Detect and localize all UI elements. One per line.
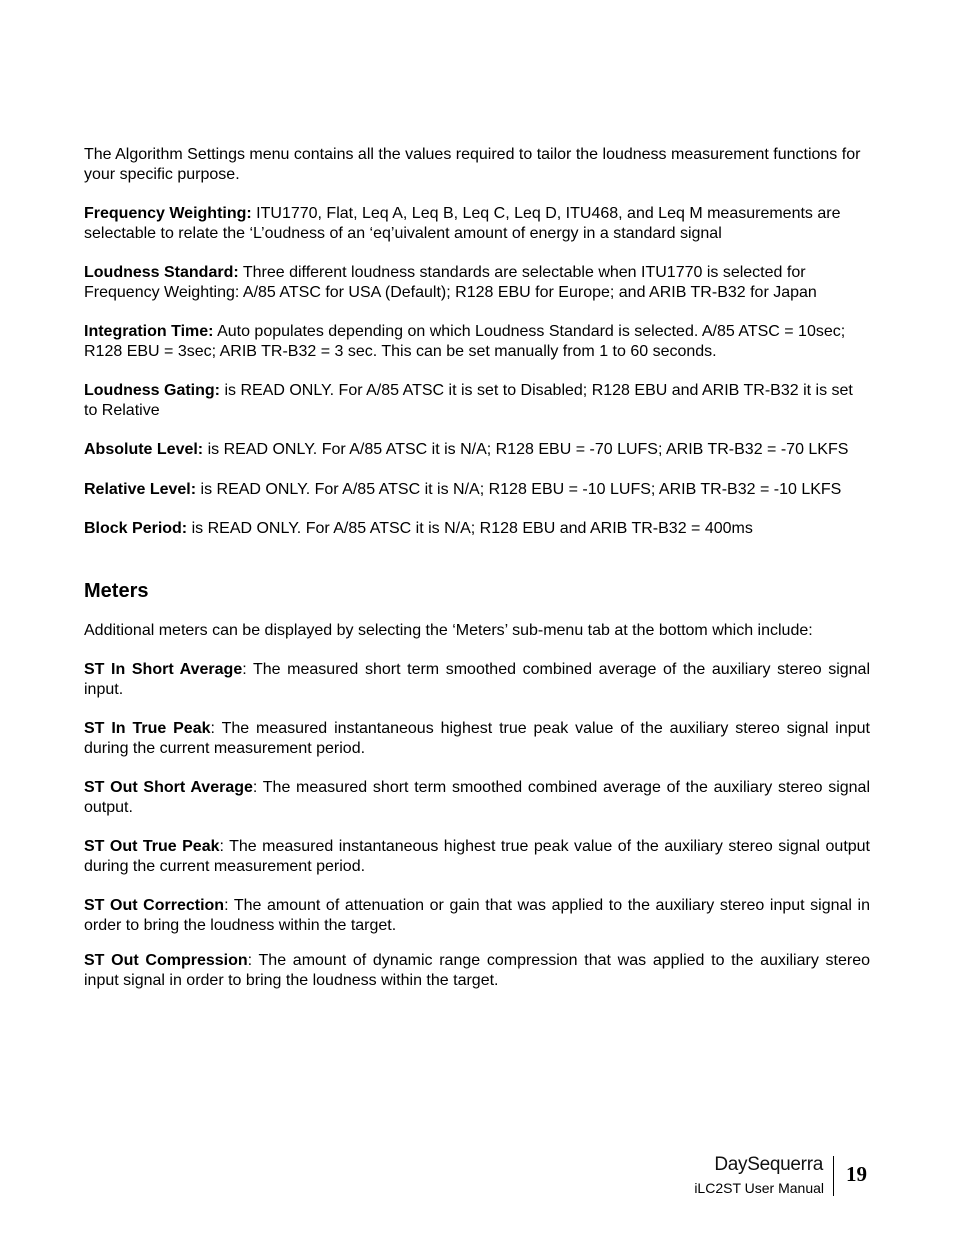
page-content — [84, 145, 870, 1010]
setting-description: Auto populates depending on which Loudness Standard is selected. A/85 ATSC = 10sec; R128 EBU = 3sec; ARIB TR-B32 = 3 sec. This can be set manually from 1 to 60 seconds. — [84, 323, 846, 360]
setting-term: Block Period: — [84, 520, 188, 537]
meter-description: : The amount of dynamic range compression that was applied to the auxiliary stereo input signal in order to bring the loudness within the target. — [84, 952, 870, 989]
meter-term: ST Out Compression — [84, 952, 248, 969]
setting-block-period — [84, 519, 870, 539]
setting-description: is READ ONLY. For A/85 ATSC it is N/A; R128 EBU = -70 LUFS; ARIB TR-B32 = -70 LKFS — [203, 441, 849, 458]
meter-term: ST Out Correction — [84, 897, 225, 914]
page-footer — [620, 1152, 870, 1198]
meter-st-in-short-average — [84, 660, 870, 699]
setting-frequency-weighting — [84, 204, 870, 243]
setting-description: ITU1770, Flat, Leq A, Leq B, Leq C, Leq D, ITU468, and Leq M measurements are selectable to relate the ‘L’oudness of an ‘eq’uivalent amount of energy in a standard signal — [84, 205, 841, 242]
meters-heading: Meters — [84, 579, 149, 602]
setting-term: Relative Level: — [84, 480, 197, 498]
setting-term: Absolute Level: — [84, 441, 204, 458]
meter-st-out-compression — [84, 951, 870, 990]
brand-logo: DaySequerra — [714, 1154, 823, 1175]
setting-term: Integration Time: — [84, 323, 214, 340]
setting-relative-level — [84, 480, 870, 500]
meter-st-out-short-average — [84, 778, 870, 817]
setting-integration-time — [84, 322, 870, 361]
meter-description: : The measured instantaneous highest true peak value of the auxiliary stereo signal output during the current measurement period. — [84, 838, 871, 875]
setting-loudness-standard — [84, 263, 870, 302]
meter-st-in-true-peak — [84, 719, 870, 758]
setting-term: Loudness Gating: — [84, 382, 220, 399]
meter-term: ST Out True Peak — [84, 838, 220, 855]
meter-term: ST In True Peak — [84, 720, 211, 737]
setting-description: Three different loudness standards are selectable when ITU1770 is selected for Frequency Weighting: A/85 ATSC for USA (Default); R128 EBU for Europe; and ARIB TR-B32 for Japan — [84, 264, 817, 301]
manual-title: iLC2ST User Manual — [694, 1180, 824, 1196]
intro-paragraph: The Algorithm Settings menu contains all the values required to tailor the loudness measurement functions for your specific purpose. — [84, 146, 861, 183]
setting-term: Frequency Weighting: — [84, 205, 252, 222]
meters-intro-paragraph: Additional meters can be displayed by selecting the ‘Meters’ sub-menu tab at the bottom which include: — [84, 621, 813, 639]
page-number: 19 — [846, 1162, 867, 1186]
setting-term: Loudness Standard: — [84, 264, 239, 281]
footer-divider — [833, 1156, 834, 1196]
meter-st-out-true-peak — [84, 837, 870, 876]
setting-description: is READ ONLY. For A/85 ATSC it is N/A; R128 EBU = -10 LUFS; ARIB TR-B32 = -10 LKFS — [196, 480, 842, 498]
meter-description: : The amount of attenuation or gain that was applied to the auxiliary stereo input signal in order to bring the loudness within the target. — [84, 897, 871, 934]
setting-absolute-level — [84, 440, 870, 460]
meter-term: ST Out Short Average — [84, 779, 253, 796]
meter-description: : The measured short term smoothed combined average of the auxiliary stereo signal input. — [84, 661, 871, 698]
meter-term: ST In Short Average — [84, 661, 243, 678]
setting-description: is READ ONLY. For A/85 ATSC it is N/A; R128 EBU and ARIB TR-B32 = 400ms — [187, 520, 753, 537]
meter-description: : The measured short term smoothed combined average of the auxiliary stereo signal output. — [84, 779, 870, 816]
meter-st-out-correction — [84, 896, 870, 935]
meter-description: : The measured instantaneous highest true peak value of the auxiliary stereo signal input during the current measurement period. — [84, 720, 871, 757]
setting-description: is READ ONLY. For A/85 ATSC it is set to Disabled; R128 EBU and ARIB TR-B32 it is set to Relative — [84, 382, 853, 419]
setting-loudness-gating — [84, 381, 870, 420]
